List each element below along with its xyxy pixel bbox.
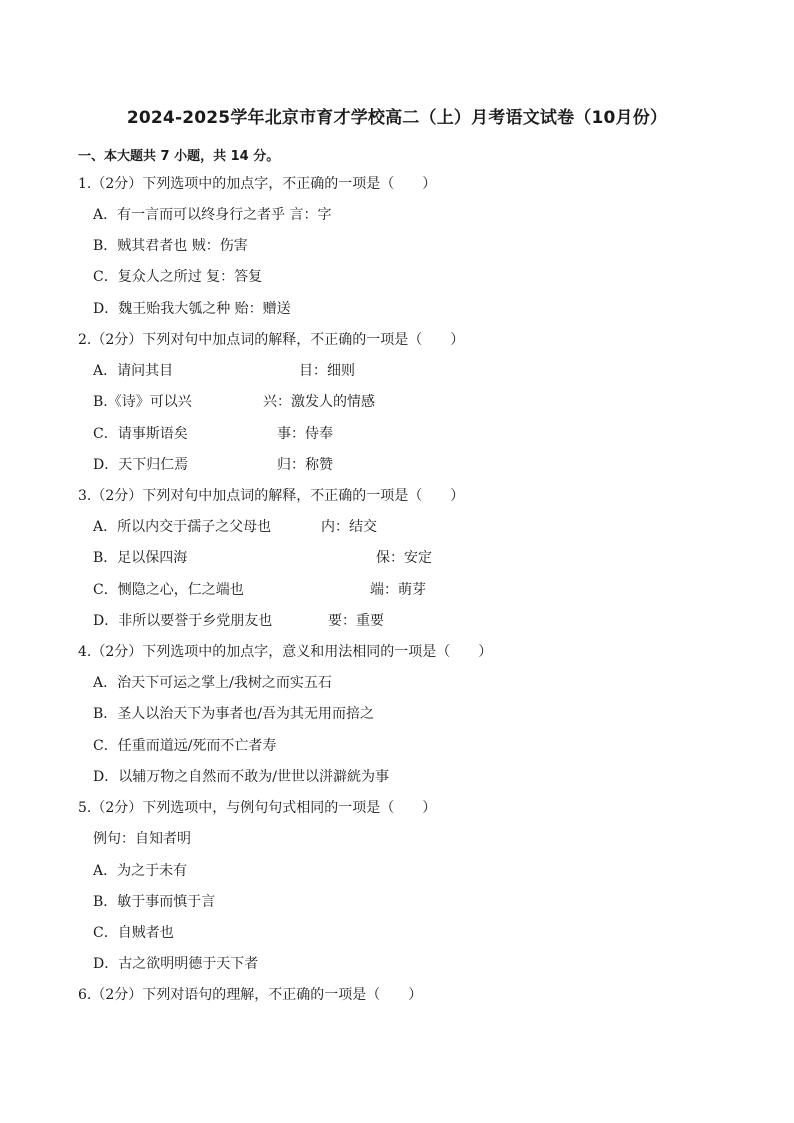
- question-stem-1: 1.（2分）下列选项中的加点字，不正确的一项是（ ）: [78, 176, 437, 192]
- option-4-d: D．以辅万物之自然而不敢为/世世以洴澼絖为事: [93, 769, 389, 785]
- option-5-b: B．敏于事而慎于言: [93, 894, 216, 910]
- option-1-a: A．有一言而可以终身行之者乎 言：字: [93, 207, 332, 223]
- option-3-c-text: C．恻隐之心，仁之端也: [93, 582, 244, 598]
- option-2-b-text: B.《诗》可以兴: [93, 394, 192, 410]
- option-2-c-text: C．请事斯语矣: [93, 426, 188, 442]
- option-2-d-text: D．天下归仁焉: [93, 457, 189, 473]
- question-stem-3: 3.（2分）下列对句中加点词的解释，不正确的一项是（ ）: [78, 488, 465, 504]
- option-3-d: [93, 612, 384, 630]
- option-3-c-explanation: 端：萌芽: [370, 582, 426, 598]
- question-stem-4: 4.（2分）下列选项中的加点字，意义和用法相同的一项是（ ）: [78, 644, 493, 660]
- option-4-c: C．任重而道远/死而不亡者寿: [93, 738, 277, 754]
- option-1-b: B．贼其君者也 贼：伤害: [93, 238, 248, 254]
- option-3-b-explanation: 保：安定: [376, 550, 432, 566]
- question-stem-2: 2.（2分）下列对句中加点词的解释，不正确的一项是（ ）: [78, 332, 465, 348]
- option-3-d-text: D．非所以要誉于乡党朋友也: [93, 613, 273, 629]
- option-3-c: [93, 581, 426, 599]
- option-3-d-explanation: 要：重要: [328, 613, 384, 629]
- option-3-a-explanation: 内：结交: [321, 519, 377, 535]
- option-2-c: [93, 425, 333, 443]
- option-2-a: [93, 362, 355, 380]
- question-stem-6: 6.（2分）下列对语句的理解，不正确的一项是（ ）: [78, 987, 423, 1003]
- section-heading: 一、本大题共 7 小题，共 14 分。: [78, 149, 280, 164]
- example-sentence: 例句：自知者明: [93, 831, 191, 847]
- option-2-a-explanation: 目：细则: [299, 363, 355, 379]
- option-2-d: [93, 456, 333, 474]
- option-3-b: [93, 549, 432, 567]
- option-3-a: [93, 518, 377, 536]
- option-5-d: D．古之欲明明德于天下者: [93, 956, 259, 972]
- option-1-c: C．复众人之所过 复：答复: [93, 269, 263, 285]
- option-2-b-explanation: 兴：激发人的情感: [263, 394, 375, 410]
- option-5-c: C．自贼者也: [93, 925, 174, 941]
- option-2-d-explanation: 归：称赞: [277, 457, 333, 473]
- option-3-a-text: A．所以内交于孺子之父母也: [93, 519, 272, 535]
- page-title: 2024-2025学年北京市育才学校高二（上）月考语文试卷（10月份）: [126, 108, 668, 128]
- question-stem-5: 5.（2分）下列选项中，与例句句式相同的一项是（ ）: [78, 800, 437, 816]
- option-2-b: [93, 393, 375, 411]
- option-2-a-text: A．请问其目: [93, 363, 174, 379]
- option-1-d: D．魏王贻我大瓠之种 贻：赠送: [93, 301, 291, 317]
- option-5-a: A．为之于未有: [93, 863, 188, 879]
- option-2-c-explanation: 事：侍奉: [277, 426, 333, 442]
- option-4-a: A．治天下可运之掌上/我树之而实五石: [93, 675, 332, 691]
- option-3-b-text: B．足以保四海: [93, 550, 188, 566]
- option-4-b: B．圣人以治天下为事者也/吾为其无用而掊之: [93, 706, 375, 722]
